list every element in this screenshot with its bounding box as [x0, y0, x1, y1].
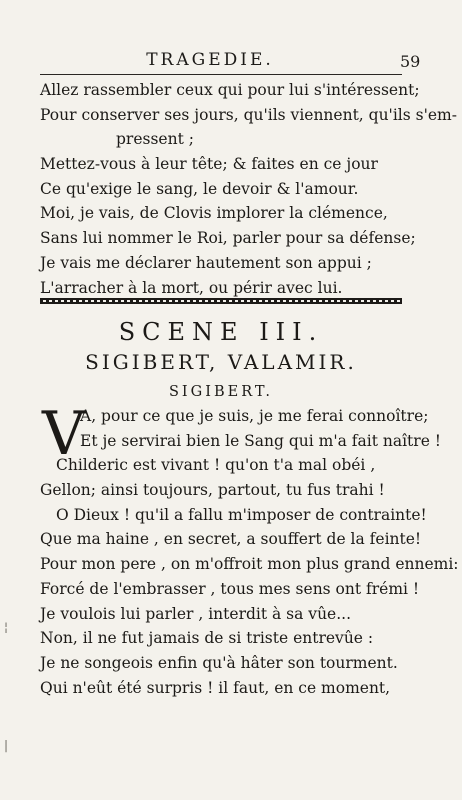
verse-line: Qui n'eût été surpris ! il faut, en ce moment,: [40, 678, 391, 697]
verse-line: Sans lui nommer le Roi, parler pour sa défense;: [40, 229, 416, 248]
verse-line: Allez rassembler ceux qui pour lui s'intéressent;: [40, 81, 420, 99]
running-head: TRAGEDIE.: [146, 50, 274, 70]
verse-line: Pour mon pere , on m'offroit mon plus grand ennemi:: [40, 555, 459, 574]
ornamental-rule: [40, 298, 402, 304]
verse-line: Pour conserver ses jours, qu'ils viennent, qu'ils s'em-: [40, 105, 457, 124]
margin-mark: ¦: [4, 620, 9, 634]
margin-mark: |: [4, 738, 9, 752]
verse-line: Childeric est vivant ! qu'on t'a mal obéi ,: [56, 456, 376, 475]
verse-line: Que ma haine , en secret, a souffert de la feinte!: [40, 530, 422, 549]
verse-line: pressent ;: [116, 130, 194, 149]
verse-line: A, pour ce que je suis, je me ferai connoître;: [80, 407, 429, 425]
verse-line: Je ne songeois enfin qu'à hâter son tourment.: [40, 653, 398, 672]
verse-line: O Dieux ! qu'il a fallu m'imposer de contrainte!: [56, 505, 427, 524]
verse-line: Et je servirai bien le Sang qui m'a fait naître !: [80, 431, 442, 450]
verse-line: Forcé de l'embrasser , tous mes sens ont frémi !: [40, 579, 420, 598]
verse-line: Je voulois lui parler , interdit à sa vûe...: [40, 604, 351, 623]
header-rule: [40, 74, 402, 75]
verse-line: Moi, je vais, de Clovis implorer la clémence,: [40, 204, 388, 223]
verse-line: Gellon; ainsi toujours, partout, tu fus trahi !: [40, 481, 385, 500]
scene-characters: SIGIBERT, VALAMIR.: [85, 350, 357, 374]
verse-block-bottom: [40, 399, 459, 700]
verse-line: Je vais me déclarer hautement son appui ;: [40, 253, 372, 272]
verse-line: L'arracher à la mort, ou périr avec lui.: [40, 278, 343, 297]
drop-cap: V: [42, 399, 86, 469]
verse-block-top: [40, 78, 457, 300]
verse-line: Ce qu'exige le sang, le devoir & l'amour.: [40, 179, 359, 198]
speaker-name: SIGIBERT.: [168, 384, 274, 400]
verse-line: Mettez-vous à leur tête; & faites en ce jour: [40, 155, 378, 174]
scene-title: SCENE III.: [118, 318, 324, 346]
page-number: 59: [400, 52, 421, 71]
verse-line: Non, il ne fut jamais de si triste entrevûe :: [40, 629, 374, 648]
